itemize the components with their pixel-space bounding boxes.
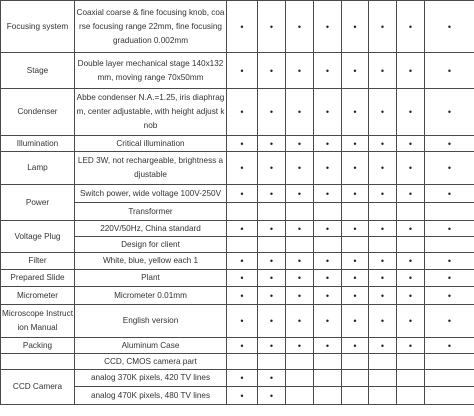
feature-cell: Stage bbox=[1, 53, 75, 89]
dot-cell: • bbox=[227, 253, 258, 270]
dot-cell: • bbox=[369, 1, 397, 53]
feature-cell: CCD Camera bbox=[1, 370, 75, 405]
dot-cell: • bbox=[314, 89, 342, 136]
dot-cell: • bbox=[342, 253, 369, 270]
dot-cell: • bbox=[227, 305, 258, 338]
dot-cell: • bbox=[342, 305, 369, 338]
dot-cell: • bbox=[258, 338, 286, 354]
dot-cell bbox=[369, 203, 397, 221]
dot-cell: • bbox=[227, 270, 258, 287]
description-cell: Abbe condenser N.A.=1.25, iris diaphragm, center adjustable, with height adjust knob bbox=[75, 89, 227, 136]
dot-cell: • bbox=[369, 152, 397, 185]
dot-cell: • bbox=[227, 221, 258, 237]
dot-cell: • bbox=[425, 1, 474, 53]
dot-cell: • bbox=[342, 89, 369, 136]
dot-cell: • bbox=[425, 53, 474, 89]
dot-cell: • bbox=[286, 136, 314, 152]
dot-cell bbox=[286, 370, 314, 387]
dot-cell: • bbox=[258, 89, 286, 136]
dot-cell: • bbox=[258, 370, 286, 387]
dot-cell: • bbox=[314, 152, 342, 185]
dot-cell bbox=[314, 370, 342, 387]
dot-cell: • bbox=[258, 270, 286, 287]
description-cell: CCD, CMOS camera part bbox=[75, 354, 227, 370]
dot-cell: • bbox=[314, 253, 342, 270]
dot-cell bbox=[227, 237, 258, 253]
dot-cell: • bbox=[425, 287, 474, 305]
dot-cell bbox=[314, 387, 342, 405]
description-cell: 220V/50Hz, China standard bbox=[75, 221, 227, 237]
dot-cell: • bbox=[227, 387, 258, 405]
dot-cell bbox=[258, 354, 286, 370]
dot-cell: • bbox=[258, 53, 286, 89]
dot-cell: • bbox=[369, 136, 397, 152]
dot-cell: • bbox=[286, 185, 314, 203]
description-cell: Transformer bbox=[75, 203, 227, 221]
dot-cell: • bbox=[342, 53, 369, 89]
description-cell: analog 370K pixels, 420 TV lines bbox=[75, 370, 227, 387]
table-row bbox=[1, 338, 474, 354]
dot-cell bbox=[369, 387, 397, 405]
dot-cell bbox=[314, 354, 342, 370]
table-row bbox=[1, 287, 474, 305]
dot-cell: • bbox=[397, 89, 425, 136]
dot-cell: • bbox=[286, 152, 314, 185]
dot-cell: • bbox=[397, 338, 425, 354]
dot-cell: • bbox=[425, 253, 474, 270]
dot-cell bbox=[227, 354, 258, 370]
table-row bbox=[1, 1, 474, 53]
feature-cell: Filter bbox=[1, 253, 75, 270]
dot-cell: • bbox=[258, 305, 286, 338]
feature-cell: Microscope Instruction Manual bbox=[1, 305, 75, 338]
dot-cell bbox=[314, 237, 342, 253]
dot-cell: • bbox=[314, 287, 342, 305]
dot-cell bbox=[425, 354, 474, 370]
dot-cell: • bbox=[227, 1, 258, 53]
dot-cell: • bbox=[258, 253, 286, 270]
dot-cell: • bbox=[342, 221, 369, 237]
dot-cell: • bbox=[286, 305, 314, 338]
dot-cell: • bbox=[286, 253, 314, 270]
description-cell: Aluminum Case bbox=[75, 338, 227, 354]
dot-cell bbox=[342, 203, 369, 221]
dot-cell bbox=[369, 370, 397, 387]
dot-cell: • bbox=[286, 53, 314, 89]
table-row bbox=[1, 185, 474, 203]
dot-cell: • bbox=[314, 338, 342, 354]
dot-cell bbox=[286, 203, 314, 221]
feature-cell: Micrometer bbox=[1, 287, 75, 305]
dot-cell: • bbox=[425, 338, 474, 354]
feature-cell: Power bbox=[1, 185, 75, 221]
dot-cell: • bbox=[286, 89, 314, 136]
dot-cell: • bbox=[369, 338, 397, 354]
dot-cell: • bbox=[425, 136, 474, 152]
dot-cell: • bbox=[258, 152, 286, 185]
dot-cell: • bbox=[342, 1, 369, 53]
dot-cell: • bbox=[397, 270, 425, 287]
dot-cell: • bbox=[314, 1, 342, 53]
description-cell: Plant bbox=[75, 270, 227, 287]
dot-cell: • bbox=[314, 185, 342, 203]
table-row bbox=[1, 136, 474, 152]
dot-cell: • bbox=[342, 185, 369, 203]
feature-cell: Packing bbox=[1, 338, 75, 354]
description-cell: Design for client bbox=[75, 237, 227, 253]
dot-cell bbox=[425, 237, 474, 253]
dot-cell: • bbox=[342, 338, 369, 354]
description-cell: analog 470K pixels, 480 TV lines bbox=[75, 387, 227, 405]
dot-cell: • bbox=[258, 287, 286, 305]
description-cell: Switch power, wide voltage 100V-250V bbox=[75, 185, 227, 203]
dot-cell bbox=[342, 387, 369, 405]
feature-cell: Voltage Plug bbox=[1, 221, 75, 253]
dot-cell: • bbox=[425, 305, 474, 338]
description-cell: White, blue, yellow each 1 bbox=[75, 253, 227, 270]
dot-cell: • bbox=[227, 136, 258, 152]
feature-cell: Condenser bbox=[1, 89, 75, 136]
dot-cell: • bbox=[397, 152, 425, 185]
dot-cell: • bbox=[227, 185, 258, 203]
dot-cell bbox=[397, 387, 425, 405]
dot-cell: • bbox=[314, 221, 342, 237]
table-row bbox=[1, 53, 474, 89]
dot-cell: • bbox=[397, 287, 425, 305]
dot-cell bbox=[425, 203, 474, 221]
feature-cell: Focusing system bbox=[1, 1, 75, 53]
dot-cell: • bbox=[369, 53, 397, 89]
dot-cell: • bbox=[286, 338, 314, 354]
table-row bbox=[1, 354, 474, 370]
dot-cell: • bbox=[258, 1, 286, 53]
table-row bbox=[1, 370, 474, 387]
dot-cell bbox=[286, 387, 314, 405]
dot-cell: • bbox=[258, 221, 286, 237]
description-cell: Micrometer 0.01mm bbox=[75, 287, 227, 305]
dot-cell bbox=[425, 387, 474, 405]
dot-cell: • bbox=[258, 387, 286, 405]
description-cell: Critical illumination bbox=[75, 136, 227, 152]
description-cell: English version bbox=[75, 305, 227, 338]
dot-cell: • bbox=[397, 221, 425, 237]
dot-cell bbox=[369, 354, 397, 370]
dot-cell: • bbox=[286, 1, 314, 53]
dot-cell: • bbox=[425, 89, 474, 136]
dot-cell: • bbox=[369, 270, 397, 287]
description-cell: Coaxial coarse & fine focusing knob, coarse focusing range 22mm, fine focusing graduation 0.002mm bbox=[75, 1, 227, 53]
dot-cell: • bbox=[227, 370, 258, 387]
table-row bbox=[1, 253, 474, 270]
dot-cell: • bbox=[286, 270, 314, 287]
dot-cell: • bbox=[369, 305, 397, 338]
dot-cell: • bbox=[425, 270, 474, 287]
dot-cell bbox=[369, 237, 397, 253]
dot-cell bbox=[342, 354, 369, 370]
dot-cell: • bbox=[397, 185, 425, 203]
dot-cell: • bbox=[314, 53, 342, 89]
dot-cell: • bbox=[397, 305, 425, 338]
dot-cell bbox=[397, 370, 425, 387]
dot-cell: • bbox=[314, 270, 342, 287]
description-cell: LED 3W, not rechargeable, brightness adjustable bbox=[75, 152, 227, 185]
dot-cell bbox=[342, 237, 369, 253]
dot-cell: • bbox=[227, 338, 258, 354]
dot-cell: • bbox=[342, 136, 369, 152]
dot-cell: • bbox=[397, 53, 425, 89]
dot-cell: • bbox=[425, 221, 474, 237]
dot-cell bbox=[258, 237, 286, 253]
dot-cell: • bbox=[258, 185, 286, 203]
feature-cell: Prepared Slide bbox=[1, 270, 75, 287]
feature-cell: Lamp bbox=[1, 152, 75, 185]
dot-cell: • bbox=[369, 221, 397, 237]
dot-cell: • bbox=[397, 1, 425, 53]
dot-cell: • bbox=[342, 152, 369, 185]
feature-cell: Illumination bbox=[1, 136, 75, 152]
dot-cell: • bbox=[227, 287, 258, 305]
table-row bbox=[1, 305, 474, 338]
dot-cell bbox=[258, 203, 286, 221]
dot-cell: • bbox=[286, 221, 314, 237]
description-cell: Double layer mechanical stage 140x132mm, moving range 70x50mm bbox=[75, 53, 227, 89]
dot-cell: • bbox=[227, 53, 258, 89]
dot-cell: • bbox=[258, 136, 286, 152]
dot-cell bbox=[397, 203, 425, 221]
dot-cell bbox=[286, 237, 314, 253]
dot-cell bbox=[286, 354, 314, 370]
dot-cell bbox=[227, 203, 258, 221]
dot-cell: • bbox=[397, 136, 425, 152]
feature-cell bbox=[1, 354, 75, 370]
dot-cell: • bbox=[227, 89, 258, 136]
dot-cell bbox=[397, 354, 425, 370]
dot-cell: • bbox=[425, 152, 474, 185]
dot-cell: • bbox=[342, 287, 369, 305]
dot-cell bbox=[425, 370, 474, 387]
dot-cell bbox=[342, 370, 369, 387]
dot-cell: • bbox=[397, 253, 425, 270]
dot-cell bbox=[397, 237, 425, 253]
dot-cell: • bbox=[369, 287, 397, 305]
dot-cell: • bbox=[314, 136, 342, 152]
dot-cell: • bbox=[369, 89, 397, 136]
dot-cell: • bbox=[314, 305, 342, 338]
dot-cell: • bbox=[369, 185, 397, 203]
table-row bbox=[1, 152, 474, 185]
dot-cell: • bbox=[227, 152, 258, 185]
dot-cell bbox=[314, 203, 342, 221]
table-row bbox=[1, 270, 474, 287]
dot-cell: • bbox=[425, 185, 474, 203]
dot-cell: • bbox=[342, 270, 369, 287]
dot-cell: • bbox=[286, 287, 314, 305]
table-row bbox=[1, 89, 474, 136]
table-row bbox=[1, 221, 474, 237]
dot-cell: • bbox=[369, 253, 397, 270]
